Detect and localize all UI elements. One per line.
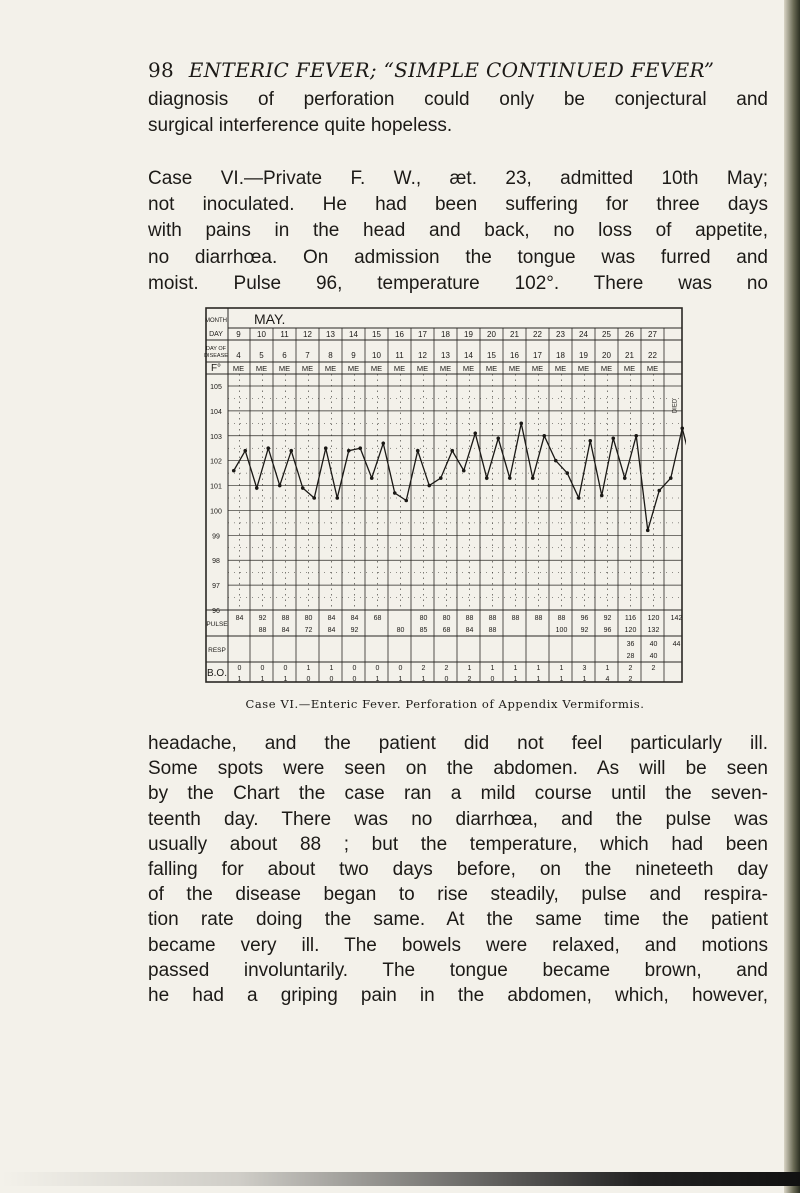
day-number: 9 bbox=[236, 330, 241, 339]
pulse-value: 142 bbox=[670, 615, 683, 622]
page-binding-edge bbox=[784, 0, 800, 1193]
temperature-point bbox=[462, 469, 466, 473]
text-line: falling for about two days before, on the nineteeth day bbox=[148, 859, 768, 881]
temperature-point bbox=[623, 476, 627, 480]
pulse-value: 92 bbox=[580, 627, 589, 634]
me-label: ME bbox=[577, 364, 590, 373]
pulse-value: 92 bbox=[603, 615, 612, 622]
bowel-value: 2 bbox=[628, 676, 633, 683]
pulse-value: 68 bbox=[373, 615, 382, 622]
bowel-value: 0 bbox=[306, 676, 311, 683]
bo-row-label: B.O. bbox=[206, 668, 228, 679]
temp-tick-label: 105 bbox=[210, 384, 222, 391]
day-number: 25 bbox=[602, 330, 611, 339]
temperature-point bbox=[611, 436, 615, 440]
resp-value: 44 bbox=[672, 641, 681, 648]
pulse-value: 84 bbox=[281, 627, 290, 634]
page-bottom-shadow bbox=[0, 1172, 800, 1186]
me-label: ME bbox=[370, 364, 383, 373]
day-number: 10 bbox=[257, 330, 266, 339]
me-label: ME bbox=[278, 364, 291, 373]
pulse-value: 80 bbox=[304, 615, 313, 622]
died-label: DIED bbox=[672, 398, 679, 414]
temperature-point bbox=[600, 494, 604, 498]
day-number: 16 bbox=[395, 330, 404, 339]
bowel-value: 2 bbox=[444, 665, 449, 672]
day-number: 19 bbox=[464, 330, 473, 339]
temp-tick-label: 99 bbox=[212, 533, 220, 541]
temperature-point bbox=[450, 449, 454, 453]
temp-tick-label: 100 bbox=[210, 508, 222, 516]
temperature-point bbox=[485, 476, 489, 480]
temperature-point bbox=[634, 434, 638, 438]
bowel-value: 1 bbox=[605, 665, 610, 672]
pulse-value: 88 bbox=[281, 615, 290, 622]
running-header bbox=[148, 58, 768, 82]
bowel-value: 2 bbox=[651, 665, 656, 672]
text-line: not inoculated. He had been suffering for three days bbox=[148, 194, 768, 216]
bowel-value: 0 bbox=[352, 665, 357, 672]
temperature-point bbox=[232, 469, 236, 473]
disease-day-number: 12 bbox=[418, 351, 427, 360]
pulse-value: 84 bbox=[350, 615, 359, 622]
pulse-value: 84 bbox=[465, 627, 474, 634]
text-line: of the disease began to rise steadily, pulse and respira- bbox=[148, 884, 768, 906]
disease-day-number: 8 bbox=[328, 351, 333, 360]
temperature-point bbox=[531, 476, 535, 480]
temperature-point bbox=[381, 441, 385, 445]
bowel-value: 1 bbox=[513, 676, 518, 683]
pulse-value: 84 bbox=[327, 615, 336, 622]
bowel-value: 0 bbox=[352, 676, 357, 683]
disease-day-number: 10 bbox=[372, 351, 381, 360]
disease-day-number: 19 bbox=[579, 351, 588, 360]
temperature-point bbox=[370, 476, 374, 480]
pulse-value: 88 bbox=[534, 615, 543, 622]
resp-value: 40 bbox=[649, 653, 658, 660]
resp-value: 36 bbox=[626, 641, 635, 648]
temperature-point bbox=[358, 446, 362, 450]
day-number: 17 bbox=[418, 330, 427, 339]
day-number: 26 bbox=[625, 330, 634, 339]
temperature-point bbox=[255, 486, 259, 490]
temperature-point bbox=[657, 489, 661, 493]
pulse-value: 92 bbox=[350, 627, 359, 634]
temperature-point bbox=[680, 427, 684, 431]
temperature-chart bbox=[204, 306, 686, 690]
temperature-point bbox=[427, 484, 431, 488]
pulse-value: 88 bbox=[258, 627, 267, 634]
text-line: he had a griping pain in the abdomen, which, however, bbox=[148, 985, 768, 1007]
resp-value: 40 bbox=[649, 641, 658, 648]
me-label: ME bbox=[393, 364, 406, 373]
day-number: 11 bbox=[280, 330, 289, 339]
paragraph-case-vi bbox=[148, 166, 768, 297]
day-row-label: DAY bbox=[209, 331, 223, 338]
temperature-point bbox=[554, 459, 558, 463]
bowel-value: 0 bbox=[283, 665, 288, 672]
pulse-value: 120 bbox=[624, 627, 637, 634]
me-label: ME bbox=[531, 364, 544, 373]
me-label: ME bbox=[646, 364, 659, 373]
bowel-value: 1 bbox=[559, 665, 564, 672]
pulse-value: 100 bbox=[555, 627, 568, 634]
bowel-value: 1 bbox=[582, 676, 587, 683]
disease-day-number: 7 bbox=[305, 351, 310, 360]
bowel-value: 1 bbox=[467, 665, 472, 672]
bowel-value: 1 bbox=[375, 676, 380, 683]
bowel-value: 1 bbox=[329, 665, 334, 672]
me-label: ME bbox=[232, 364, 245, 373]
pulse-value: 88 bbox=[465, 615, 474, 622]
chart-caption: Case VI.—Enteric Fever. Perforation of Appendix Vermiformis. bbox=[245, 697, 645, 711]
bowel-value: 1 bbox=[513, 665, 518, 672]
me-label: ME bbox=[554, 364, 567, 373]
text-line: Some spots were seen on the abdomen. As will be seen bbox=[148, 758, 768, 780]
bowel-value: 2 bbox=[467, 676, 472, 683]
disease-day-number: 22 bbox=[648, 351, 657, 360]
pulse-value: 88 bbox=[488, 615, 497, 622]
day-number: 27 bbox=[648, 330, 657, 339]
bowel-value: 0 bbox=[237, 665, 242, 672]
day-number: 22 bbox=[533, 330, 542, 339]
temperature-point bbox=[473, 431, 477, 435]
pulse-value: 68 bbox=[442, 627, 451, 634]
day-number: 15 bbox=[372, 330, 381, 339]
day-number: 21 bbox=[510, 330, 519, 339]
text-line: Case VI.—Private F. W., æt. 23, admitted 10th May; bbox=[148, 168, 768, 189]
temperature-point bbox=[565, 471, 569, 475]
bowel-value: 0 bbox=[260, 665, 265, 672]
temp-tick-label: 102 bbox=[210, 458, 222, 466]
text-line: moist. Pulse 96, temperature 102°. There was no bbox=[148, 272, 768, 294]
pulse-value: 80 bbox=[442, 615, 451, 622]
temperature-point bbox=[588, 439, 592, 443]
disease-day-row-label: DISEASE bbox=[204, 353, 228, 359]
temp-tick-label: 98 bbox=[212, 558, 220, 566]
pulse-value: 84 bbox=[235, 615, 244, 622]
me-label: ME bbox=[255, 364, 268, 373]
day-number: 14 bbox=[349, 330, 358, 339]
bowel-value: 2 bbox=[628, 665, 633, 672]
bowel-value: 1 bbox=[398, 676, 403, 683]
page-number: 98 bbox=[148, 58, 175, 82]
temp-tick-label: 103 bbox=[210, 433, 222, 441]
paragraph-3 bbox=[148, 731, 768, 1008]
temperature-point bbox=[393, 491, 397, 495]
bowel-value: 0 bbox=[398, 665, 403, 672]
pulse-value: 96 bbox=[580, 615, 589, 622]
temp-tick-label: 104 bbox=[210, 408, 222, 416]
day-number: 12 bbox=[303, 330, 312, 339]
pulse-value: 88 bbox=[511, 615, 520, 622]
text-line: by the Chart the case ran a mild course until the seven- bbox=[148, 783, 768, 805]
pulse-row-label: PULSE bbox=[206, 621, 228, 628]
temperature-point bbox=[324, 446, 328, 450]
pulse-value: 72 bbox=[304, 627, 313, 634]
temperature-point bbox=[278, 484, 282, 488]
day-number: 18 bbox=[441, 330, 450, 339]
bowel-value: 1 bbox=[260, 676, 265, 683]
me-label: ME bbox=[462, 364, 475, 373]
text-line: diagnosis of perforation could only be conjectural and bbox=[148, 89, 768, 110]
temperature-point bbox=[335, 496, 339, 500]
day-number: 23 bbox=[556, 330, 565, 339]
text-line: no diarrhœa. On admission the tongue was furred and bbox=[148, 246, 768, 268]
disease-day-number: 16 bbox=[510, 351, 519, 360]
month-row-label: MONTH bbox=[205, 318, 227, 324]
me-label: ME bbox=[600, 364, 613, 373]
pulse-value: 120 bbox=[647, 615, 660, 622]
temperature-point bbox=[439, 476, 443, 480]
me-label: ME bbox=[416, 364, 429, 373]
bowel-value: 1 bbox=[536, 665, 541, 672]
bowel-value: 1 bbox=[559, 676, 564, 683]
temperature-point bbox=[496, 436, 500, 440]
resp-value: 28 bbox=[626, 653, 635, 660]
temperature-point bbox=[669, 476, 673, 480]
temperature-point bbox=[646, 529, 650, 533]
pulse-value: 92 bbox=[258, 615, 267, 622]
disease-day-number: 9 bbox=[351, 351, 356, 360]
temp-tick-label: 97 bbox=[212, 583, 220, 591]
disease-day-row-label: DAY OF bbox=[206, 346, 226, 352]
text-line: passed involuntarily. The tongue became brown, and bbox=[148, 959, 768, 981]
disease-day-number: 5 bbox=[259, 351, 264, 360]
bowel-value: 1 bbox=[237, 676, 242, 683]
pulse-value: 85 bbox=[419, 627, 428, 634]
disease-day-number: 4 bbox=[236, 351, 241, 360]
text-line: became very ill. The bowels were relaxed, and motions bbox=[148, 934, 768, 956]
bowel-value: 0 bbox=[444, 676, 449, 683]
text-line: tion rate doing the same. At the same time the patient bbox=[148, 909, 768, 931]
month-value: MAY. bbox=[254, 311, 286, 327]
me-label: ME bbox=[623, 364, 636, 373]
temperature-point bbox=[542, 434, 546, 438]
bowel-value: 4 bbox=[605, 676, 610, 683]
disease-day-number: 15 bbox=[487, 351, 496, 360]
me-label: ME bbox=[347, 364, 360, 373]
temperature-point bbox=[312, 496, 316, 500]
pulse-value: 80 bbox=[419, 615, 428, 622]
bowel-value: 0 bbox=[490, 676, 495, 683]
temp-tick-label: 96 bbox=[212, 608, 220, 615]
temperature-point bbox=[577, 496, 581, 500]
temperature-point bbox=[404, 499, 408, 503]
disease-day-number: 17 bbox=[533, 351, 542, 360]
disease-day-number: 18 bbox=[556, 351, 565, 360]
text-line: with pains in the head and back, no loss of appetite, bbox=[148, 220, 768, 242]
disease-day-number: 13 bbox=[441, 351, 450, 360]
text-line: headache, and the patient did not feel particularly ill. bbox=[148, 733, 768, 754]
bowel-value: 0 bbox=[329, 676, 334, 683]
bowel-value: 1 bbox=[490, 665, 495, 672]
bowel-value: 3 bbox=[582, 665, 587, 672]
me-label: ME bbox=[439, 364, 452, 373]
temperature-point bbox=[289, 449, 293, 453]
paragraph-1 bbox=[148, 87, 768, 139]
text-line: usually about 88 ; but the temperature, which had been bbox=[148, 833, 768, 855]
pulse-value: 88 bbox=[488, 627, 497, 634]
resp-row-label: RESP bbox=[208, 647, 226, 654]
running-title: ENTERIC FEVER; “SIMPLE CONTINUED FEVER” bbox=[188, 58, 715, 82]
disease-day-number: 21 bbox=[625, 351, 634, 360]
me-label: ME bbox=[324, 364, 337, 373]
day-number: 13 bbox=[326, 330, 335, 339]
pulse-value: 84 bbox=[327, 627, 336, 634]
temperature-point bbox=[519, 422, 523, 426]
bowel-value: 0 bbox=[375, 665, 380, 672]
me-label: ME bbox=[301, 364, 314, 373]
bowel-value: 1 bbox=[283, 676, 288, 683]
disease-day-number: 14 bbox=[464, 351, 473, 360]
temperature-point bbox=[416, 449, 420, 453]
disease-day-number: 6 bbox=[282, 351, 287, 360]
temperature-point bbox=[266, 446, 270, 450]
pulse-value: 96 bbox=[603, 627, 612, 634]
bowel-value: 2 bbox=[421, 665, 426, 672]
text-line: surgical interference quite hopeless. bbox=[148, 115, 453, 137]
bowel-value: 1 bbox=[421, 676, 426, 683]
day-number: 24 bbox=[579, 330, 588, 339]
disease-day-number: 20 bbox=[602, 351, 611, 360]
pulse-value: 132 bbox=[647, 627, 660, 634]
me-label: ME bbox=[508, 364, 521, 373]
pulse-value: 116 bbox=[624, 615, 637, 622]
temp-tick-label: 101 bbox=[210, 483, 222, 491]
temperature-point bbox=[301, 486, 305, 490]
temperature-point bbox=[347, 449, 351, 453]
text-line: teenth day. There was no diarrhœa, and the pulse was bbox=[148, 808, 768, 830]
temp-row-label: F° bbox=[210, 363, 222, 374]
bowel-value: 1 bbox=[536, 676, 541, 683]
pulse-value: 80 bbox=[396, 627, 405, 634]
day-number: 20 bbox=[487, 330, 496, 339]
disease-day-number: 11 bbox=[395, 351, 404, 360]
bowel-value: 1 bbox=[306, 665, 311, 672]
pulse-value: 88 bbox=[557, 615, 566, 622]
me-label: ME bbox=[485, 364, 498, 373]
temperature-point bbox=[508, 476, 512, 480]
temperature-point bbox=[243, 449, 247, 453]
